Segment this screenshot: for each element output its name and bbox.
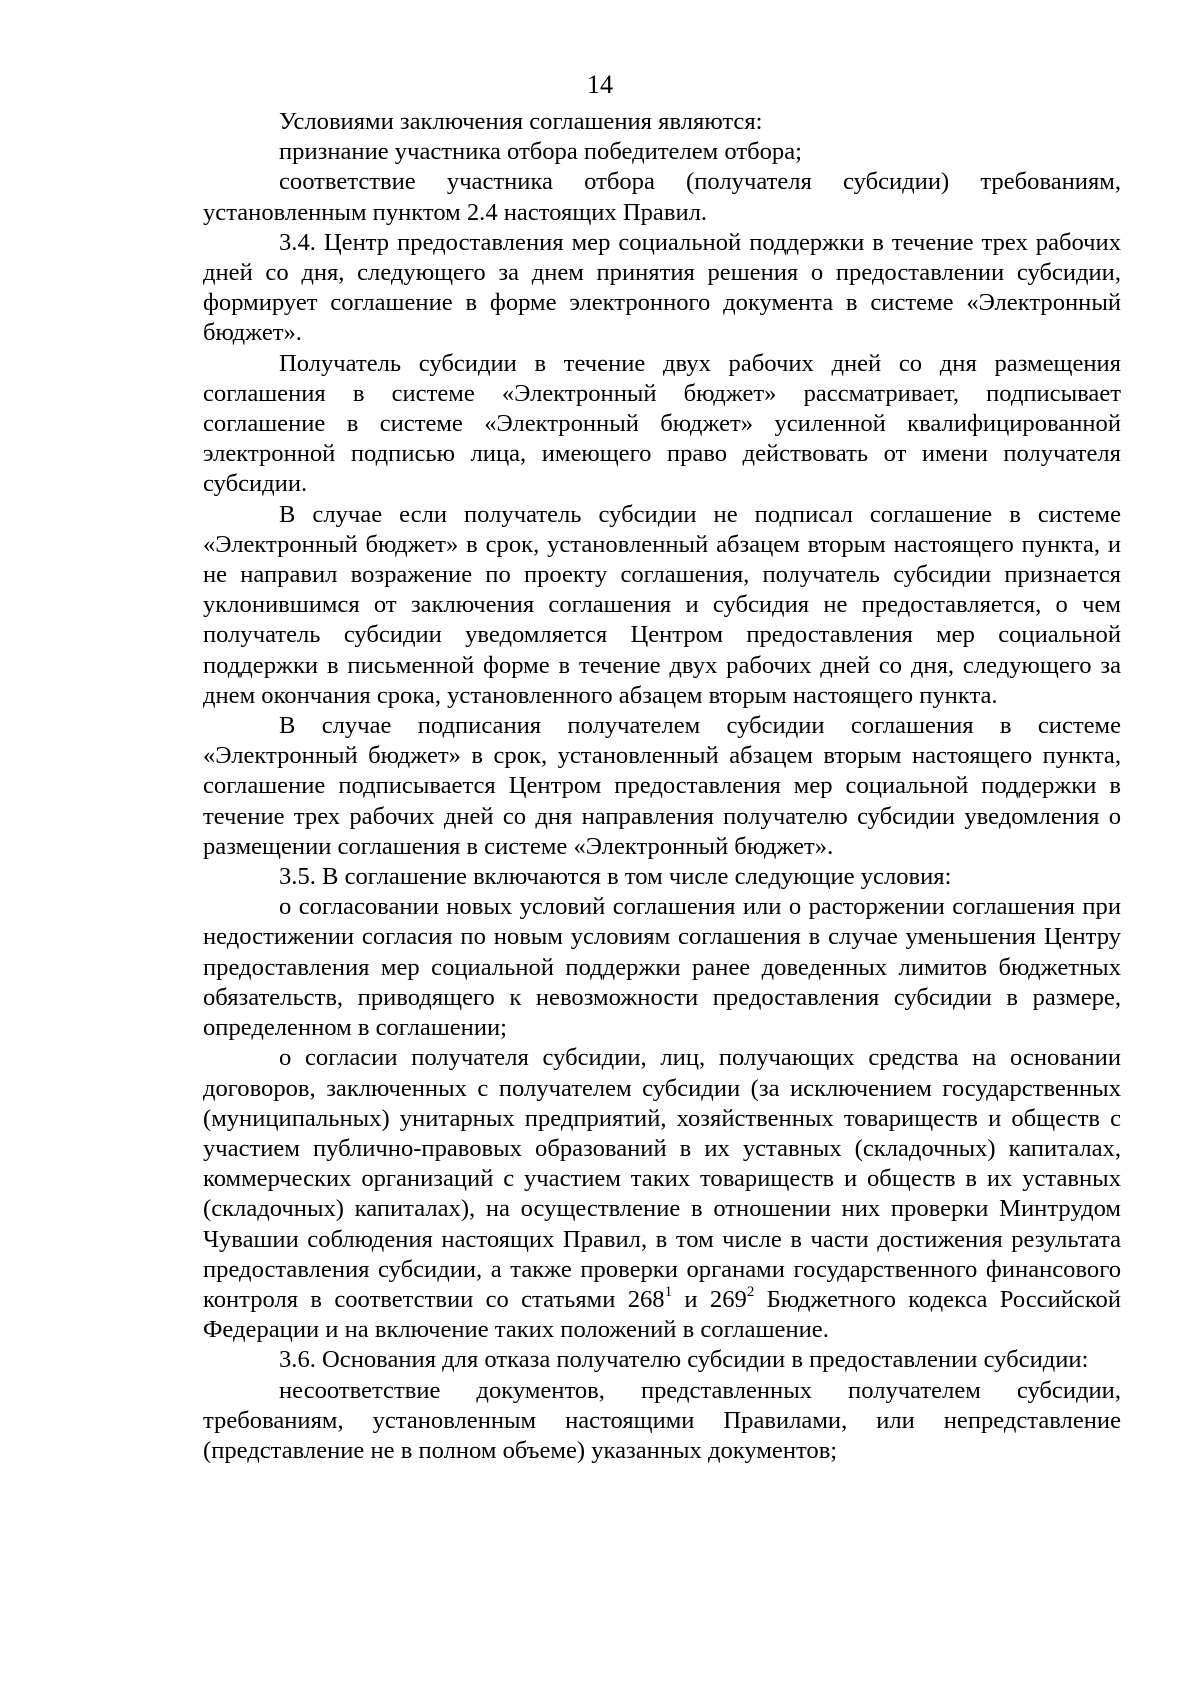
consent-text-part-2: и 269 [672,1285,747,1313]
document-body [203,107,1121,1466]
page-number: 14 [587,70,613,99]
paragraph-condition-compliance: соответствие участника отбора (получателя субсидии) требованиям, установленным пунктом 2.4 настоящих Правил. [203,168,1121,226]
paragraph-recipient-signing: Получатель субсидии в течение двух рабочих дней со дня размещения соглашения в системе «Электронный бюджет» рассматривает, подписывает соглашение в системе «Электронный бюджет» усиленной квалифицированной электронной подписью лица, имеющего право действовать от имени получателя субсидии. [203,349,1121,498]
paragraph-consent-inspection [203,1043,1121,1345]
paragraph-3-5: 3.5. В соглашение включаются в том числе следующие условия: [279,863,952,891]
consent-text-part-3: Бюджетного кодекса Российской Федерации и на включение таких положений в соглашение. [203,1285,1121,1344]
superscript-1: 1 [664,1283,673,1300]
paragraph-condition-winner: признание участника отбора победителем отбора; [279,138,802,166]
paragraph-3-6: 3.6. Основания для отказа получателю субсидии в предоставлении субсидии: [279,1346,1089,1374]
paragraph-conditions-intro: Условиями заключения соглашения являются: [279,108,763,135]
paragraph-docs-mismatch: несоответствие документов, представленных получателем субсидии, требованиям, установленным настоящими Правилами, или непредставление (представление не в полном объеме) указанных документов; [203,1376,1121,1464]
paragraph-not-signed: В случае если получатель субсидии не подписал соглашение в системе «Электронный бюджет» в срок, установленный абзацем вторым настоящего пункта, и не направил возражение по проекту соглашения, получатель субсидии признается уклонившимся от заключения соглашения и субсидия не предоставляется, о чем получатель субсидии уведомляется Центром предоставления мер социальной поддержки в письменной форме в течение двух рабочих дней со дня, следующего за днем окончания срока, установленного абзацем вторым настоящего пункта. [203,500,1121,709]
superscript-2: 2 [746,1283,755,1300]
paragraph-signed: В случае подписания получателем субсидии соглашения в системе «Электронный бюджет» в срок, установленный абзацем вторым настоящего пункта, соглашение подписывается Центром предоставления мер социальной поддержки в течение трех рабочих дней со дня направления получателю субсидии уведомления о размещении соглашения в системе «Электронный бюджет». [203,712,1121,860]
consent-text-part-1: о согласии получателя субсидии, лиц, получающих средства на основании договоров, заключенных с получателем субсидии (за исключением государственных (муниципальных) унитарных предприятий, хозяйственных товариществ и обществ с участием публично-правовых образований в их уставных (складочных) капиталах, коммерческих организаций с участием таких товариществ и обществ в их уставных (складочных) капиталах), на осуществление в отношении них проверки Минтрудом Чувашии соблюдения настоящих Правил, в том числе в части достижения результата предоставления субсидии, а также проверки органами государственного финансового контроля в соответствии со статьями 268 [203,1044,1121,1313]
paragraph-3-4: 3.4. Центр предоставления мер социальной поддержки в течение трех рабочих дней со дня, следующего за днем принятия решения о предоставлении субсидии, формирует соглашение в форме электронного документа в системе «Электронный бюджет». [203,228,1121,347]
paragraph-new-conditions: о согласовании новых условий соглашения или о расторжении соглашения при недостижении согласия по новым условиям соглашения в случае уменьшения Центру предоставления мер социальной поддержки ранее доведенных лимитов бюджетных обязательств, приводящего к невозможности предоставления субсидии в размере, определенном в соглашении; [203,893,1121,1042]
